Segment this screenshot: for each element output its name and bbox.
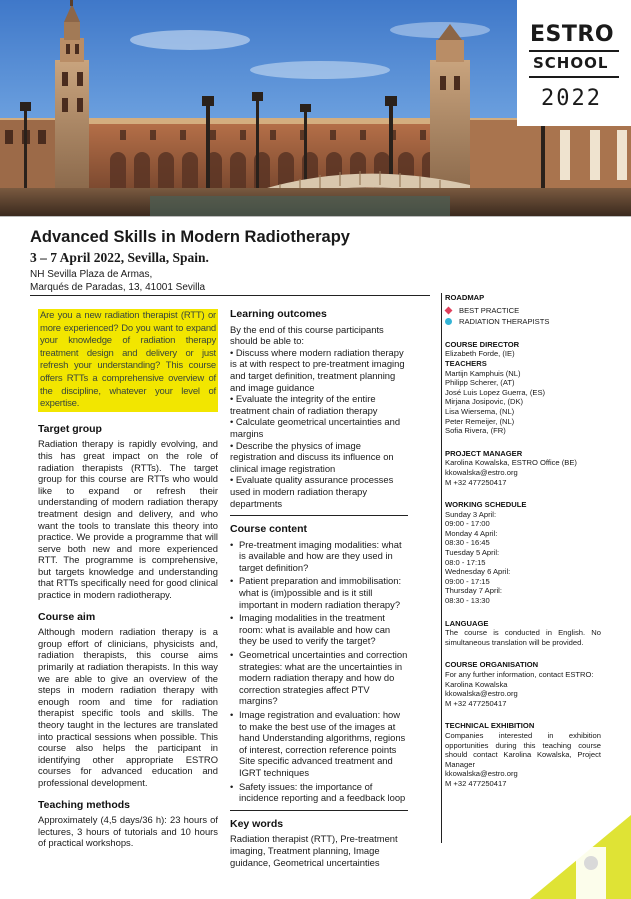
teacher-name: Lisa Wiersema, (NL) (445, 406, 515, 416)
target-group-text: Radiation therapy is rapidly evolving, and this has great impact on the role of radiation therapists (RTTs). The target group for this course are RTTs who would like to expand or refresh their understanding of modern radiation therapy treatment design and delivery, and who want the tools to translate this theory into practice. We provide a programme that will serve both new and more experienced RTT. The programme is comprehensive, but targets knowledge and understanding that RTTs specifically need for good clinical practice in modern radiotherapy. (38, 438, 218, 601)
header-rule (30, 295, 430, 296)
organisation-email[interactable]: kkowalska@estro.org (445, 689, 518, 699)
organisation-line: For any further information, contact ESTRO: (445, 670, 594, 679)
exhibition-text: Companies interested in exhibition opportunities during this teaching course should contact Karolina Kowalska, Project Manager (445, 730, 601, 769)
logo-divider (529, 50, 619, 52)
section-divider (230, 515, 408, 516)
course-aim-heading: Course aim (38, 610, 96, 623)
teacher-name: Sofia Rivera, (FR) (445, 426, 506, 436)
course-content-list (230, 539, 408, 804)
section-divider (230, 810, 408, 811)
hero-photo (0, 0, 631, 216)
learning-outcome-item: • Calculate geometrical uncertainties and margins (230, 416, 401, 439)
course-aim-text: Although modern radiation therapy is a group effort of clinicians, physicists and, radiation therapists, this course aims primarily at radiation therapists. In this way we are able to give an overview of the steps in modern radiation therapy with enough room and time for radiation therapist specific tools and skills. The theory taught in the lectures are translated into practical sessions when possible. This course also helps the participant in identifying other appropriate ESTRO courses for advanced education and professional development. (38, 626, 218, 788)
course-content-item: • Geometrical uncertainties and correction strategies: what are the uncertainties in modern radiation therapy and how do correction strategies affect PTV margins? (230, 649, 408, 707)
circle-icon (445, 318, 452, 325)
schedule-line: 08:0 - 17:15 (445, 557, 486, 567)
key-words-text: Radiation therapist (RTT), Pre-treatment imaging, Treatment planning, Image guidance, Geometrical uncertainties (230, 833, 398, 868)
key-words-heading: Key words (230, 817, 284, 830)
target-group-heading: Target group (38, 422, 102, 435)
middle-column (230, 309, 408, 868)
course-content-item: • Image registration and evaluation: how to make the best use of the images at hand Understanding algorithms, regions of interest, correction reference points Site specific advanced treatment and IGRT techniques (230, 709, 408, 779)
learning-outcomes-intro: By the end of this course participants should be able to: (230, 323, 384, 347)
organisation-contact: Karolina Kowalska (445, 679, 508, 689)
schedule-line: 09:00 - 17:00 (445, 519, 490, 529)
teacher-name: Mirjana Josipovic, (DK) (445, 397, 524, 407)
course-content-item: • Patient preparation and immobilisation: what is (im)possible and is it still important in modern radiation therapy? (230, 575, 408, 610)
info-sidebar (445, 293, 601, 789)
language-text: The course is conducted in English. No simultaneous translation will be provided. (445, 628, 601, 647)
schedule-line: 08:30 - 16:45 (445, 538, 490, 548)
schedule-line: 08:30 - 13:30 (445, 596, 490, 606)
estro-school-logo (517, 0, 631, 126)
diamond-icon (445, 306, 453, 314)
roadmap-heading: ROADMAP (445, 293, 485, 302)
project-manager-phone: M +32 477250417 (445, 477, 507, 487)
legend-radiation-therapists (445, 317, 601, 327)
exhibition-phone: M +32 477250417 (445, 778, 507, 788)
project-manager-name: Karolina Kowalska, ESTRO Office (BE) (445, 458, 577, 468)
learning-outcome-item: • Describe the physics of image registration and discuss its influence on clinical image registration (230, 439, 394, 474)
course-director-heading: COURSE DIRECTOR (445, 339, 520, 349)
schedule-line: 09:00 - 17:15 (445, 576, 490, 586)
course-organisation-heading: COURSE ORGANISATION (445, 660, 539, 670)
logo-school-text: SCHOOL (533, 54, 609, 72)
course-director-name: Elizabeth Forde, (IE) (445, 349, 515, 359)
course-content-item: • Pre-treatment imaging modalities: what is available and how are they used in target definition? (230, 539, 408, 574)
organisation-phone: M +32 477250417 (445, 698, 507, 708)
learning-outcomes-heading: Learning outcomes (230, 308, 327, 320)
project-manager-heading: PROJECT MANAGER (445, 448, 523, 458)
teacher-name: Martijn Kamphuis (NL) (445, 368, 521, 378)
teaching-methods-text: Approximately (4,5 days/36 h): 23 hours of lectures, 3 hours of tutorials and 10 hours of practical workshops. (38, 814, 218, 849)
schedule-line: Wednesday 6 April: (445, 567, 511, 577)
venue-line: NH Sevilla Plaza de Armas, (30, 269, 153, 280)
teaching-methods-heading: Teaching methods (38, 798, 130, 811)
corner-decoration (520, 815, 631, 899)
legend-best-practice (445, 306, 601, 316)
exhibition-email[interactable]: kkowalska@estro.org (445, 769, 518, 779)
working-schedule-heading: WORKING SCHEDULE (445, 500, 527, 510)
learning-outcome-item: • Evaluate the integrity of the entire treatment chain of radiation therapy (230, 393, 378, 416)
logo-estro-text: ESTRO (530, 22, 615, 47)
project-manager-email[interactable]: kkowalska@estro.org (445, 467, 518, 477)
language-heading: LANGUAGE (445, 618, 489, 628)
technical-exhibition-heading: TECHNICAL EXHIBITION (445, 721, 535, 731)
schedule-line: Monday 4 April: (445, 528, 498, 538)
schedule-line: Thursday 7 April: (445, 586, 502, 596)
teacher-name: José Luis Lopez Guerra, (ES) (445, 387, 546, 397)
schedule-line: Sunday 3 April: (445, 509, 497, 519)
legend-label: BEST PRACTICE (459, 305, 520, 315)
course-content-heading: Course content (230, 523, 308, 536)
left-column (38, 309, 218, 849)
course-content-item: • Safety issues: the importance of incidence reporting and a feedback loop (230, 781, 408, 804)
title-divider (0, 216, 631, 217)
course-dates: 3 – 7 April 2022, Sevilla, Spain. (30, 250, 209, 265)
course-title: Advanced Skills in Modern Radiotherapy (30, 228, 350, 246)
learning-outcome-item: • Evaluate quality assurance processes used in modern radiation therapy departments (230, 474, 394, 509)
schedule-line: Tuesday 5 April: (445, 548, 500, 558)
intro-highlight: Are you a new radiation therapist (RTT) or more experienced? Do you want to expand your knowledge of radiation therapy treatment design and delivery or just refresh your understanding? This course offers RTTs a comprehensive overview of the discipline, whatever your level of expertise. (38, 309, 218, 412)
venue-line: Marqués de Paradas, 13, 41001 Sevilla (30, 282, 206, 293)
logo-divider (529, 76, 619, 78)
teachers-heading: TEACHERS (445, 358, 487, 368)
teacher-name: Peter Remeijer, (NL) (445, 416, 515, 426)
sidebar-divider (441, 293, 442, 843)
legend-label: RADIATION THERAPISTS (459, 317, 550, 327)
teacher-name: Philipp Scherer, (AT) (445, 378, 515, 388)
logo-year: 2022 (541, 86, 602, 111)
course-content-item: • Imaging modalities in the treatment room: what is available and how can they be used to verify the target? (230, 612, 408, 647)
learning-outcome-item: • Discuss where modern radiation therapy is at with respect to pre-treatment imaging and target definition, treatment planning and image guidance (230, 346, 405, 393)
